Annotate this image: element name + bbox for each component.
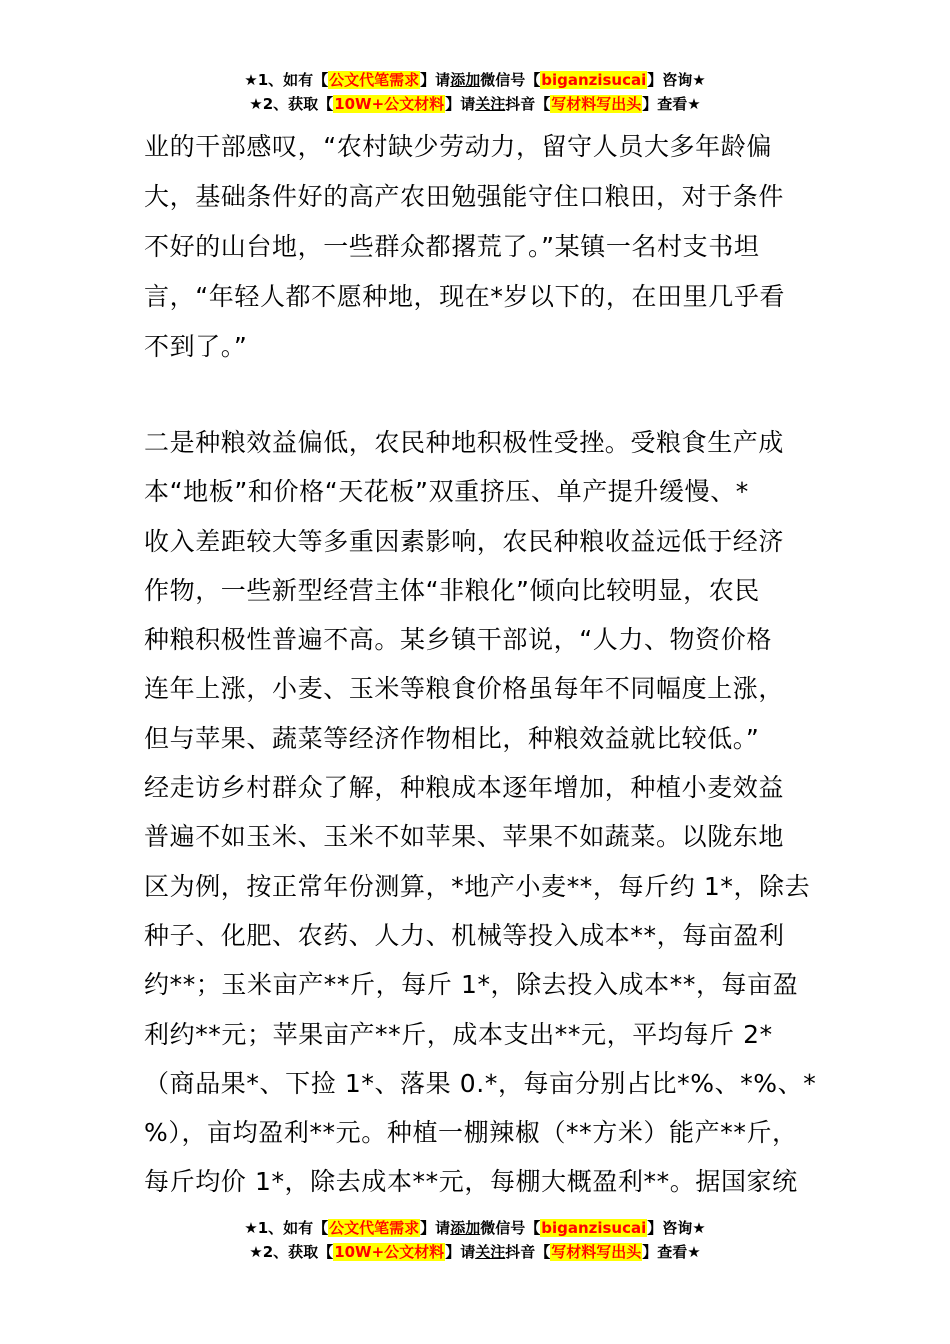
banner-underline: 添加 xyxy=(450,71,481,89)
footer-banner xyxy=(0,1216,950,1264)
banner-underline: 关注 xyxy=(475,1243,506,1261)
banner-text: 抖音【 xyxy=(505,95,551,113)
text-line: 收入差距较大等多重因素影响，农民种粮收益远低于经济 xyxy=(144,526,785,556)
banner-highlight: 10W+公文材料 xyxy=(334,95,445,113)
header-banner xyxy=(0,68,950,116)
banner-line-1 xyxy=(0,1216,950,1240)
text-line: 种子、化肥、农药、人力、机械等投入成本**，每亩盈利 xyxy=(144,920,785,950)
paragraph-2 xyxy=(144,418,844,1207)
banner-text: 】查看★ xyxy=(642,1243,701,1261)
text-line: 不到了。” xyxy=(144,332,248,361)
banner-line-2 xyxy=(0,92,950,116)
text-line: 作物，一些新型经营主体“非粮化”倾向比较明显，农民 xyxy=(144,575,760,605)
banner-text: 】请 xyxy=(445,95,476,113)
text-line: 种粮积极性普遍不高。某乡镇干部说，“人力、物资价格 xyxy=(144,625,772,655)
banner-text: ★1、如有【 xyxy=(244,71,329,89)
text-line: 区为例，按正常年份测算，*地产小麦**，每斤约 1*，除去 xyxy=(144,871,811,901)
banner-highlight: 写材料写出头 xyxy=(551,95,642,113)
banner-underline: 关注 xyxy=(475,95,506,113)
banner-highlight: 公文代笔需求 xyxy=(329,71,420,89)
banner-text: ★2、获取【 xyxy=(249,95,334,113)
text-line: 普遍不如玉米、玉米不如苹果、苹果不如蔬菜。以陇东地 xyxy=(144,822,785,852)
text-line: %），亩均盈利**元。种植一棚辣椒（**方米）能产**斤， xyxy=(144,1118,798,1148)
banner-highlight: 写材料写出头 xyxy=(551,1243,642,1261)
banner-line-2 xyxy=(0,1240,950,1264)
text-line: （商品果*、下捡 1*、落果 0.*，每亩分别占比*%、*%、* xyxy=(144,1068,817,1098)
text-line: 经走访乡村群众了解，种粮成本逐年增加，种植小麦效益 xyxy=(144,773,785,803)
banner-line-1 xyxy=(0,68,950,92)
banner-text: 】查看★ xyxy=(642,95,701,113)
banner-text: ★1、如有【 xyxy=(244,1219,329,1237)
banner-text: 抖音【 xyxy=(505,1243,551,1261)
text-line: 连年上涨，小麦、玉米等粮食价格虽每年不同幅度上涨， xyxy=(144,674,785,704)
banner-text: 】咨询★ xyxy=(647,71,706,89)
text-line: 本“地板”和价格“天花板”双重挤压、单产提升缓慢、* xyxy=(144,477,749,507)
banner-text: 微信号【 xyxy=(480,71,541,89)
banner-text: 微信号【 xyxy=(480,1219,541,1237)
banner-highlight: biganzisucai xyxy=(541,1219,647,1237)
banner-text: 】请 xyxy=(445,1243,476,1261)
text-line: 大，基础条件好的高产农田勉强能守住口粮田，对于条件 xyxy=(144,182,785,211)
banner-text: 】咨询★ xyxy=(647,1219,706,1237)
banner-highlight: 10W+公文材料 xyxy=(334,1243,445,1261)
text-line: 二是种粮效益偏低，农民种地积极性受挫。受粮食生产成 xyxy=(144,428,785,457)
banner-text: 】请 xyxy=(420,1219,451,1237)
banner-underline: 添加 xyxy=(450,1219,481,1237)
text-line: 不好的山台地，一些群众都撂荒了。”某镇一名村支书坦 xyxy=(144,232,760,261)
banner-text: ★2、获取【 xyxy=(249,1243,334,1261)
banner-highlight: 公文代笔需求 xyxy=(329,1219,420,1237)
banner-text: 】请 xyxy=(420,71,451,89)
text-line: 言，“年轻人都不愿种地，现在*岁以下的，在田里几乎看 xyxy=(144,282,786,311)
text-line: 每斤均价 1*，除去成本**元，每棚大概盈利**。据国家统 xyxy=(144,1167,798,1197)
text-line: 约**；玉米亩产**斤，每斤 1*，除去投入成本**，每亩盈 xyxy=(144,970,799,1000)
paragraph-1 xyxy=(144,122,844,372)
text-line: 业的干部感叹，“农村缺少劳动力，留守人员大多年龄偏 xyxy=(144,132,772,161)
text-line: 利约**元；苹果亩产**斤，成本支出**元，平均每斤 2* xyxy=(144,1019,773,1049)
text-line: 但与苹果、蔬菜等经济作物相比，种粮效益就比较低。” xyxy=(144,723,760,753)
banner-highlight: biganzisucai xyxy=(541,71,647,89)
